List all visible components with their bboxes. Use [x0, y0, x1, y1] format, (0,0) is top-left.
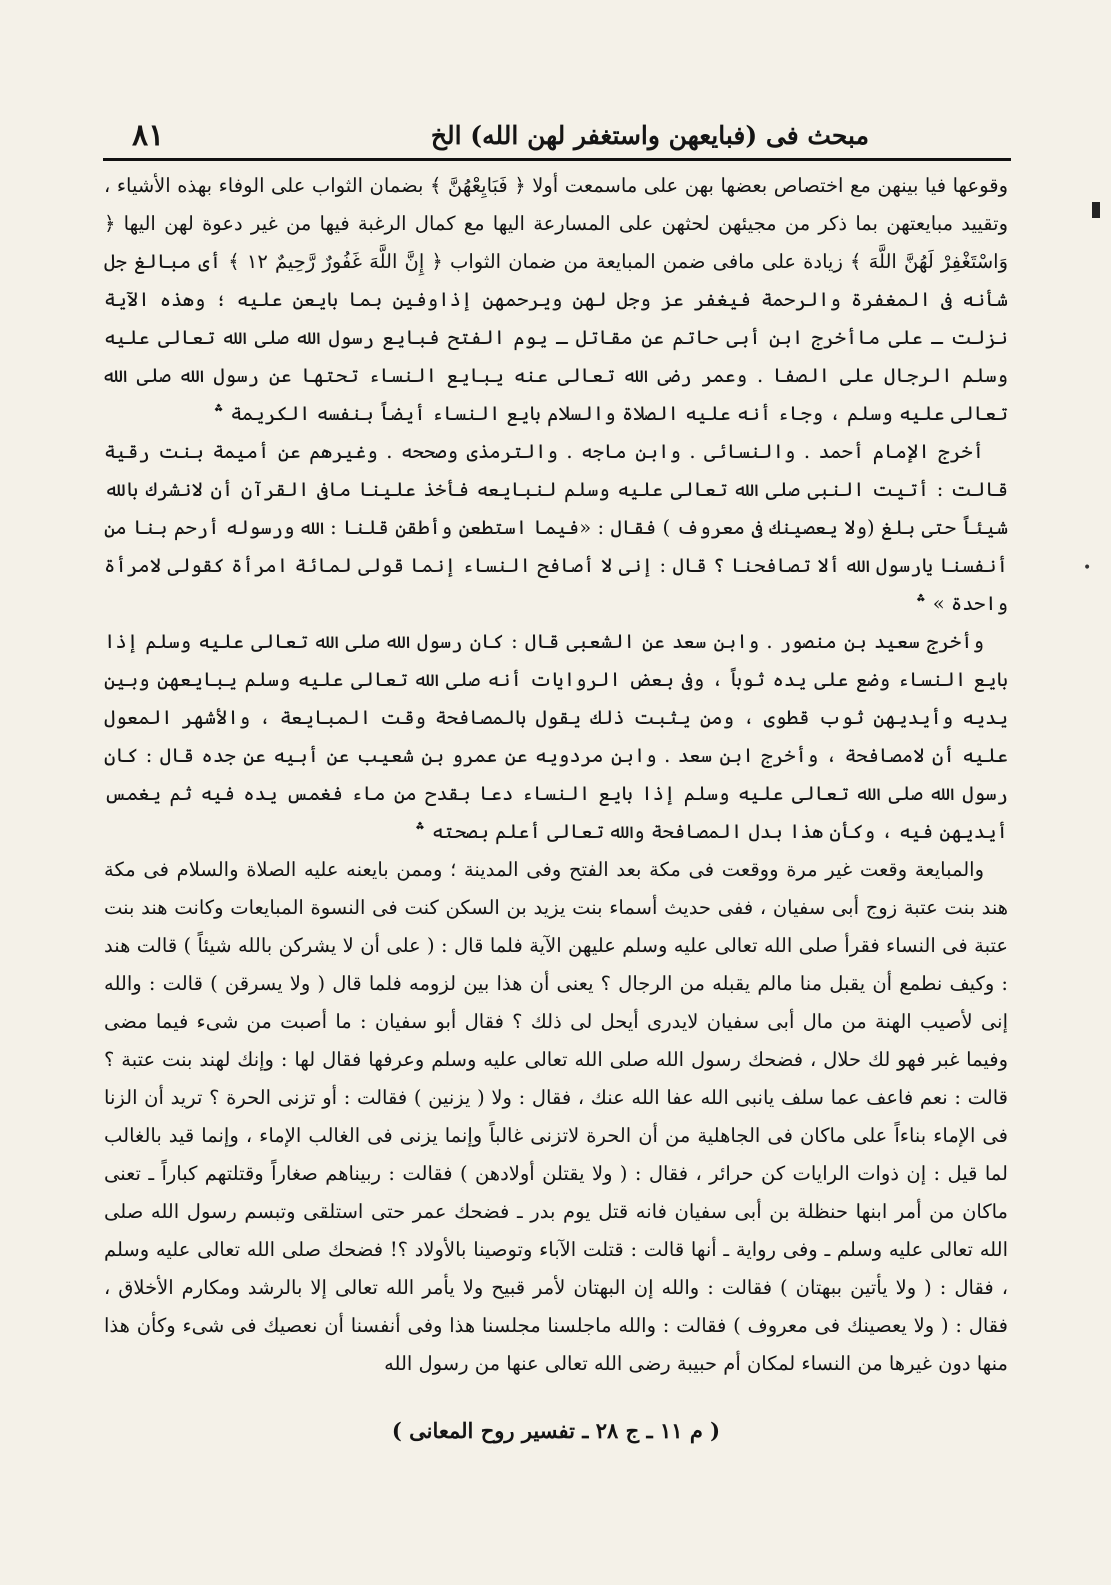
body-text — [104, 167, 1008, 1397]
ink-speck: • — [1083, 560, 1092, 576]
signature-line: ( م ١١ ـ ج ٢٨ ـ تفسير روح المعانى ) — [391, 1418, 721, 1443]
paragraph: أخرج الإمام أحمد . والنسائى . وابن ماجه . والترمذى وصححه . وغيرهم عن أميمة بنت رقية قالت : أتيت النبى صلى الله تعالى عليه وسلم لنبايعه فأخذ علينا مافى القرآن أن لانشرك بالله شيئاً حتى بلغ (ولا يعصينك فى معروف ) فقال : «فيما استطعن وأطقن قلنا : الله ورسوله أرحم بنا من أنفسنا يارسول الله ألا تصافحنا ؟ قال : إنى لا أصافح النساء إنما قولى لمائة امرأة كقولى لامرأة واحدة » ؞ — [104, 440, 1008, 615]
paragraph: وأخرج سعيد بن منصور . وابن سعد عن الشعبى قال : كان رسول الله صلى الله تعالى عليه وسلم إذا بايع النساء وضع على يده ثوباً ، وفى بعض الروايات أنه صلى الله تعالى عليه وسلم يبايعهن وبين يديه وأيديهن ثوب قطوى ، ومن يثبت ذلك يقول بالمصافحة وقت المبايعة ، والأشهر المعول عليه أن لامصافحة ، وأخرج ابن سعد . وابن مردويه عن عمرو بن شعيب عن أبيه عن جده قال : كان رسول الله صلى الله تعالى عليه وسلم إذا بايع النساء دعا بقدح من ماء فغمس يده فيه ثم يغمس أيديهن فيه ، وكأن هذا بدل المصافحة والله تعالى أعلم بصحته ؞ — [104, 630, 1008, 843]
page-header — [104, 112, 1009, 158]
margin-mark — [1092, 202, 1100, 218]
paragraph: والمبايعة وقعت غير مرة ووقعت فى مكة بعد الفتح وفى المدينة ؛ وممن بايعنه عليه الصلاة والسلام فى مكة هند بنت عتبة زوج أبى سفيان ، ففى حديث أسماء بنت يزيد بن السكن كنت فى النسوة المبايعات وكانت هند بنت عتبة فى النساء فقرأ صلى الله تعالى عليه وسلم عليهن الآية فلما قال : ( على أن لا يشركن بالله شيئاً ) قالت هند : وكيف نطمع أن يقبل منا مالم يقبله من الرجال ؟ يعنى أن هذا بين لزومه فلما قال ( ولا يسرقن ) قالت : والله إنى لأصيب الهنة من مال أبى سفيان لايدرى أيحل لى ذلك ؟ فقال أبو سفيان : ما أصبت من شىء فيما مضى وفيما غبر فهو لك حلال ، فضحك رسول الله صلى الله تعالى عليه وسلم وعرفها فقال لها : وإنك لهند بنت عتبة ؟ قالت : نعم فاعف عما سلف يانبى الله عفا الله عنك ، فقال : ولا ( يزنين ) فقالت : أو تزنى الحرة ؟ تريد أن الزنا فى الإماء بناءاً على ماكان فى الجاهلية من أن الحرة لاتزنى غالباً وإنما يزنى فى الغالب الإماء ، وإنما قيد بالغالب لما قيل : إن ذوات الرايات كن حرائر ، فقال : ( ولا يقتلن أولادهن ) فقالت : ربيناهم صغاراً وقتلتهم كباراً ـ تعنى ماكان من أمر ابنها حنظلة بن أبى سفيان فانه قتل يوم بدر ـ فضحك عمر حتى استلقى وتبسم رسول الله صلى الله تعالى عليه وسلم ـ وفى رواية ـ أنها قالت : قتلت الآباء وتوصينا بالأولاد ؟! فضحك صلى الله تعالى عليه وسلم ، فقال : ( ولا يأتين ببهتان ) فقالت : والله إن البهتان لأمر قبيح ولا يأمر الله تعالى إلا بالرشد ومكارم الأخلاق ، فقال : ( ولا يعصينك فى معروف ) فقالت : والله ماجلسنا مجلسنا هذا وفى أنفسنا أن نعصيك فى شىء وكأن هذا منها دون غيرها من النساء لمكان أم حبيبة رضى الله تعالى عنها من رسول الله — [104, 858, 1008, 1375]
running-title: مبحث فى (فبايعهن واستغفر لهن الله) الخ — [430, 120, 869, 150]
page-number: ٨١ — [132, 117, 165, 153]
header-rule — [103, 158, 1011, 161]
paragraph: وقوعها فيا بينهن مع اختصاص بعضها بهن على ماسمعت أولا ﴿ فَبَايِعْهُنَّ ﴾ بضمان الثواب على الوفاء بهذه الأشياء ، وتقييد مبايعتهن بما ذكر من مجيئهن لحثهن على المسارعة اليها مع كمال الرغبة فيها من غير دعوة لهن اليها ﴿ وَاسْتَغْفِرْ لَهُنَّ اللَّهَ ﴾ زيادة على مافى ضمن المبايعة من ضمان الثواب ﴿ إِنَّ اللَّهَ غَفُورٌ رَّحِيمٌ ١٢ ﴾ أى مبالغ جل شأنه فى المغفرة والرحمة فيغفر عز وجل لهن ويرحمهن إذاوفين بما بايعن عليه ؛ وهذه الآية نزلت ـ على ماأخرج ابن أبى حاتم عن مقاتل ـ يوم الفتح فبايع رسول الله صلى الله تعالى عليه وسلم الرجال على الصفا . وعمر رضى الله تعالى عنه يبايع النساء تحتها عن رسول الله صلى الله تعالى عليه وسلم ، وجاء أنه عليه الصلاة والسلام بايع النساء أيضاً بنفسه الكريمة ؞ — [104, 174, 1008, 425]
